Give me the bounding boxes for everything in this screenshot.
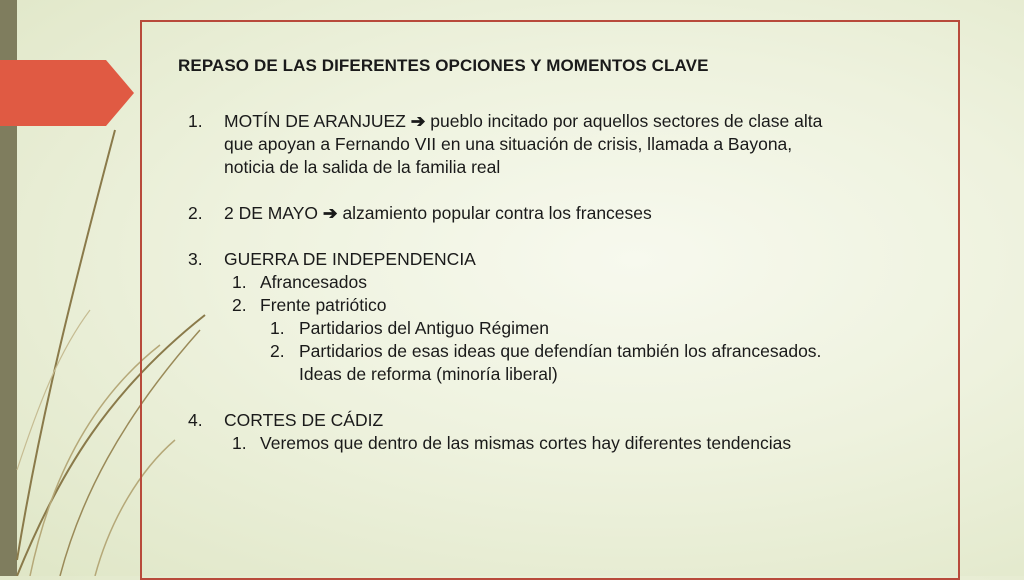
- list-text: MOTÍN DE ARANJUEZ ➔ pueblo incitado por aquellos sectores de clase alta: [224, 111, 823, 131]
- list-number: 2.: [232, 295, 247, 315]
- slide-content: [188, 110, 948, 455]
- list-item-continuation: [188, 133, 948, 156]
- list-number: 1.: [232, 433, 247, 453]
- list-item: [188, 110, 948, 133]
- list-text: Ideas de reforma (minoría liberal): [299, 364, 558, 384]
- list-number: 3.: [188, 249, 203, 269]
- list-text: Frente patriótico: [260, 295, 387, 315]
- list-number: 1.: [232, 272, 247, 292]
- sub-sub-list-item: [188, 340, 948, 363]
- list-number: 1.: [188, 111, 203, 131]
- slide-title: REPASO DE LAS DIFERENTES OPCIONES Y MOMENTOS CLAVE: [178, 56, 709, 75]
- list-item-continuation: [188, 156, 948, 179]
- arrow-right-icon: ➔: [322, 203, 338, 223]
- list-text: Afrancesados: [260, 272, 368, 292]
- sub-list-item: [188, 294, 948, 317]
- list-number: 2.: [188, 203, 203, 223]
- list-text: GUERRA DE INDEPENDENCIA: [224, 249, 476, 269]
- list-text: CORTES DE CÁDIZ: [224, 410, 384, 430]
- sub-list-item: [188, 271, 948, 294]
- accent-arrow-tab: [0, 60, 135, 126]
- list-text: Veremos que dentro de las mismas cortes hay diferentes tendencias: [260, 433, 792, 453]
- list-number: 1.: [270, 318, 285, 338]
- list-text: noticia de la salida de la familia real: [224, 157, 501, 177]
- list-text: que apoyan a Fernando VII en una situación de crisis, llamada a Bayona,: [224, 134, 793, 154]
- list-number: 4.: [188, 410, 203, 430]
- list-item: [188, 409, 948, 432]
- list-item: [188, 248, 948, 271]
- sub-sub-list-item: [188, 317, 948, 340]
- list-text: Partidarios de esas ideas que defendían también los afrancesados.: [299, 341, 822, 361]
- list-text: 2 DE MAYO ➔ alzamiento popular contra los franceses: [224, 203, 652, 223]
- list-item: [188, 202, 948, 225]
- arrow-right-icon: ➔: [410, 111, 426, 131]
- sub-list-item: [188, 432, 948, 455]
- list-item-continuation: [188, 363, 948, 386]
- list-number: 2.: [270, 341, 285, 361]
- list-text: Partidarios del Antiguo Régimen: [299, 318, 550, 338]
